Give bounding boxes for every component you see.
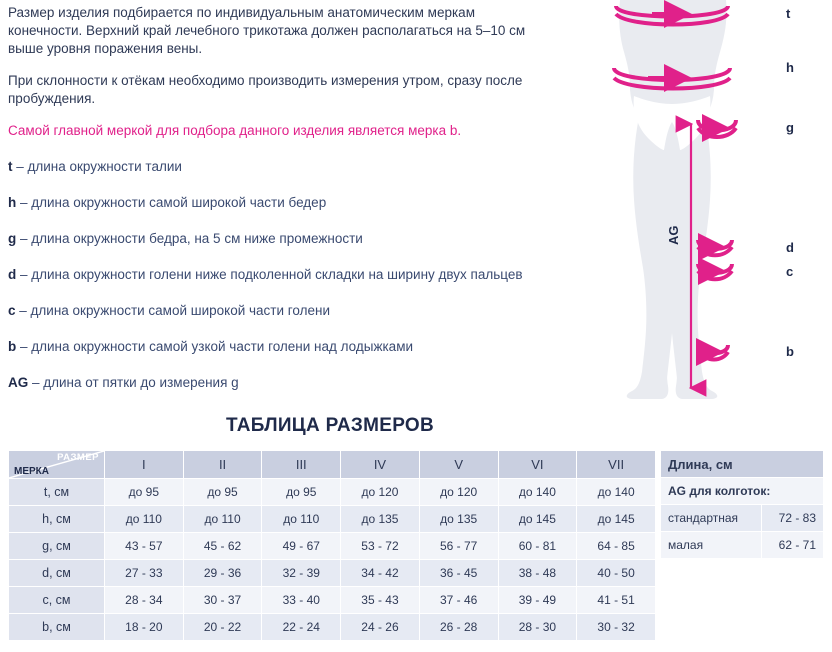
- legend-item-b: [8, 338, 548, 356]
- length-table-subheader: AG для колготок:: [661, 478, 824, 505]
- col-header-3: III: [262, 451, 341, 479]
- length-table-header-row: [661, 451, 824, 478]
- cell-b-5: 26 - 28: [419, 614, 498, 641]
- cell-t-1: до 95: [105, 479, 184, 506]
- row-label-d: d, см: [9, 560, 105, 587]
- table-row-spacer: [661, 559, 824, 586]
- legend-text-c: – длина окружности самой широкой части голени: [15, 303, 330, 318]
- legend-item-g: [8, 230, 548, 248]
- cell-g-6: 60 - 81: [498, 533, 577, 560]
- length-table-blank-1: [661, 559, 824, 586]
- figure-label-t: t: [786, 6, 791, 21]
- intro-paragraph-2: При склонности к отёкам необходимо производить измерения утром, сразу после пробуждения.: [8, 73, 523, 106]
- table-row: [9, 560, 656, 587]
- table-row: [661, 478, 824, 505]
- cell-c-7: 41 - 51: [577, 587, 656, 614]
- cell-g-4: 53 - 72: [341, 533, 420, 560]
- description-column: [8, 4, 548, 410]
- cell-h-2: до 110: [183, 506, 262, 533]
- size-table-title: ТАБЛИЦА РАЗМЕРОВ: [225, 415, 435, 436]
- size-table-header-row: [9, 451, 656, 479]
- legend-text-g: – длина окружности бедра, на 5 см ниже промежности: [16, 231, 363, 246]
- cell-g-2: 45 - 62: [183, 533, 262, 560]
- cell-c-6: 39 - 49: [498, 587, 577, 614]
- figure-label-ag: AG: [666, 225, 681, 245]
- figure-label-b: b: [786, 344, 794, 359]
- cell-t-4: до 120: [341, 479, 420, 506]
- col-header-7: VII: [577, 451, 656, 479]
- corner-size-label: РАЗМЕР: [57, 452, 99, 463]
- measurement-figure: [548, 0, 832, 400]
- legend-key-d: d: [8, 267, 17, 282]
- table-row: [9, 614, 656, 641]
- cell-d-3: 32 - 39: [262, 560, 341, 587]
- legend-text-d: – длина окружности голени ниже подколенной складки на ширину двух пальцев: [16, 267, 523, 282]
- length-table-header: Длина, см: [661, 451, 824, 478]
- table-row: [9, 533, 656, 560]
- legend-text-ag: – длина от пятки до измерения g: [28, 375, 239, 390]
- body-silhouette: [619, 0, 726, 399]
- length-row-value-small: 62 - 71: [761, 532, 823, 559]
- table-row-spacer: [661, 613, 824, 640]
- table-row: [661, 532, 824, 559]
- legend-text-t: – длина окружности талии: [12, 159, 182, 174]
- cell-t-5: до 120: [419, 479, 498, 506]
- row-label-b: b, см: [9, 614, 105, 641]
- row-label-t: t, см: [9, 479, 105, 506]
- table-corner-header: [9, 451, 105, 479]
- figure-label-h: h: [786, 60, 794, 75]
- length-row-label-standard: стандартная: [661, 505, 762, 532]
- cell-b-2: 20 - 22: [183, 614, 262, 641]
- cell-g-3: 49 - 67: [262, 533, 341, 560]
- table-row: [661, 505, 824, 532]
- length-row-value-standard: 72 - 83: [761, 505, 823, 532]
- cell-t-6: до 140: [498, 479, 577, 506]
- figure-label-d: d: [786, 240, 794, 255]
- cell-d-6: 38 - 48: [498, 560, 577, 587]
- cell-d-7: 40 - 50: [577, 560, 656, 587]
- legend-text-h: – длина окружности самой широкой части бедер: [16, 195, 327, 210]
- legend-item-t: [8, 158, 548, 176]
- legend-item-ag: [8, 374, 548, 392]
- cell-c-2: 30 - 37: [183, 587, 262, 614]
- col-header-2: II: [183, 451, 262, 479]
- cell-h-7: до 145: [577, 506, 656, 533]
- table-row: [9, 479, 656, 506]
- col-header-6: VI: [498, 451, 577, 479]
- cell-g-5: 56 - 77: [419, 533, 498, 560]
- cell-b-7: 30 - 32: [577, 614, 656, 641]
- cell-b-3: 22 - 24: [262, 614, 341, 641]
- legend-item-c: [8, 302, 548, 320]
- cell-b-6: 28 - 30: [498, 614, 577, 641]
- figure-label-g: g: [786, 120, 794, 135]
- col-header-4: IV: [341, 451, 420, 479]
- cell-c-1: 28 - 34: [105, 587, 184, 614]
- size-table: [8, 450, 656, 641]
- cell-b-4: 24 - 26: [341, 614, 420, 641]
- corner-measure-label: МЕРКА: [14, 466, 49, 477]
- cell-h-5: до 135: [419, 506, 498, 533]
- length-table: [660, 450, 824, 640]
- table-row: [9, 587, 656, 614]
- cell-d-5: 36 - 45: [419, 560, 498, 587]
- figure-label-c: c: [786, 264, 794, 279]
- cell-g-1: 43 - 57: [105, 533, 184, 560]
- row-label-h: h, см: [9, 506, 105, 533]
- cell-b-1: 18 - 20: [105, 614, 184, 641]
- cell-t-7: до 140: [577, 479, 656, 506]
- legend-item-h: [8, 194, 548, 212]
- cell-h-6: до 145: [498, 506, 577, 533]
- legend-item-d: [8, 266, 548, 284]
- table-row: [9, 506, 656, 533]
- cell-t-2: до 95: [183, 479, 262, 506]
- cell-c-3: 33 - 40: [262, 587, 341, 614]
- cell-h-3: до 110: [262, 506, 341, 533]
- cell-h-1: до 110: [105, 506, 184, 533]
- cell-d-1: 27 - 33: [105, 560, 184, 587]
- legend-text-b: – длина окружности самой узкой части голени над лодыжками: [16, 339, 414, 354]
- key-measure-note: Самой главной меркой для подбора данного изделия является мерка b.: [8, 123, 462, 138]
- cell-d-4: 34 - 42: [341, 560, 420, 587]
- row-label-g: g, см: [9, 533, 105, 560]
- col-header-5: V: [419, 451, 498, 479]
- cell-t-3: до 95: [262, 479, 341, 506]
- table-row-spacer: [661, 586, 824, 613]
- cell-c-5: 37 - 46: [419, 587, 498, 614]
- cell-c-4: 35 - 43: [341, 587, 420, 614]
- legend-key-ag: AG: [8, 375, 29, 390]
- legend-key-t: t: [8, 159, 13, 174]
- legend-key-g: g: [8, 231, 17, 246]
- cell-d-2: 29 - 36: [183, 560, 262, 587]
- length-table-blank-3: [661, 613, 824, 640]
- legend-key-b: b: [8, 339, 17, 354]
- col-header-1: I: [105, 451, 184, 479]
- cell-h-4: до 135: [341, 506, 420, 533]
- length-row-label-small: малая: [661, 532, 762, 559]
- cell-g-7: 64 - 85: [577, 533, 656, 560]
- length-table-blank-2: [661, 586, 824, 613]
- intro-paragraph-1: Размер изделия подбирается по индивидуальным анатомическим меркам конечности. Верхний край лечебного трикотажа должен располагаться на 5–10 см выше уровня поражения вены.: [8, 5, 526, 56]
- legend-key-h: h: [8, 195, 17, 210]
- legend-key-c: c: [8, 303, 16, 318]
- row-label-c: c, см: [9, 587, 105, 614]
